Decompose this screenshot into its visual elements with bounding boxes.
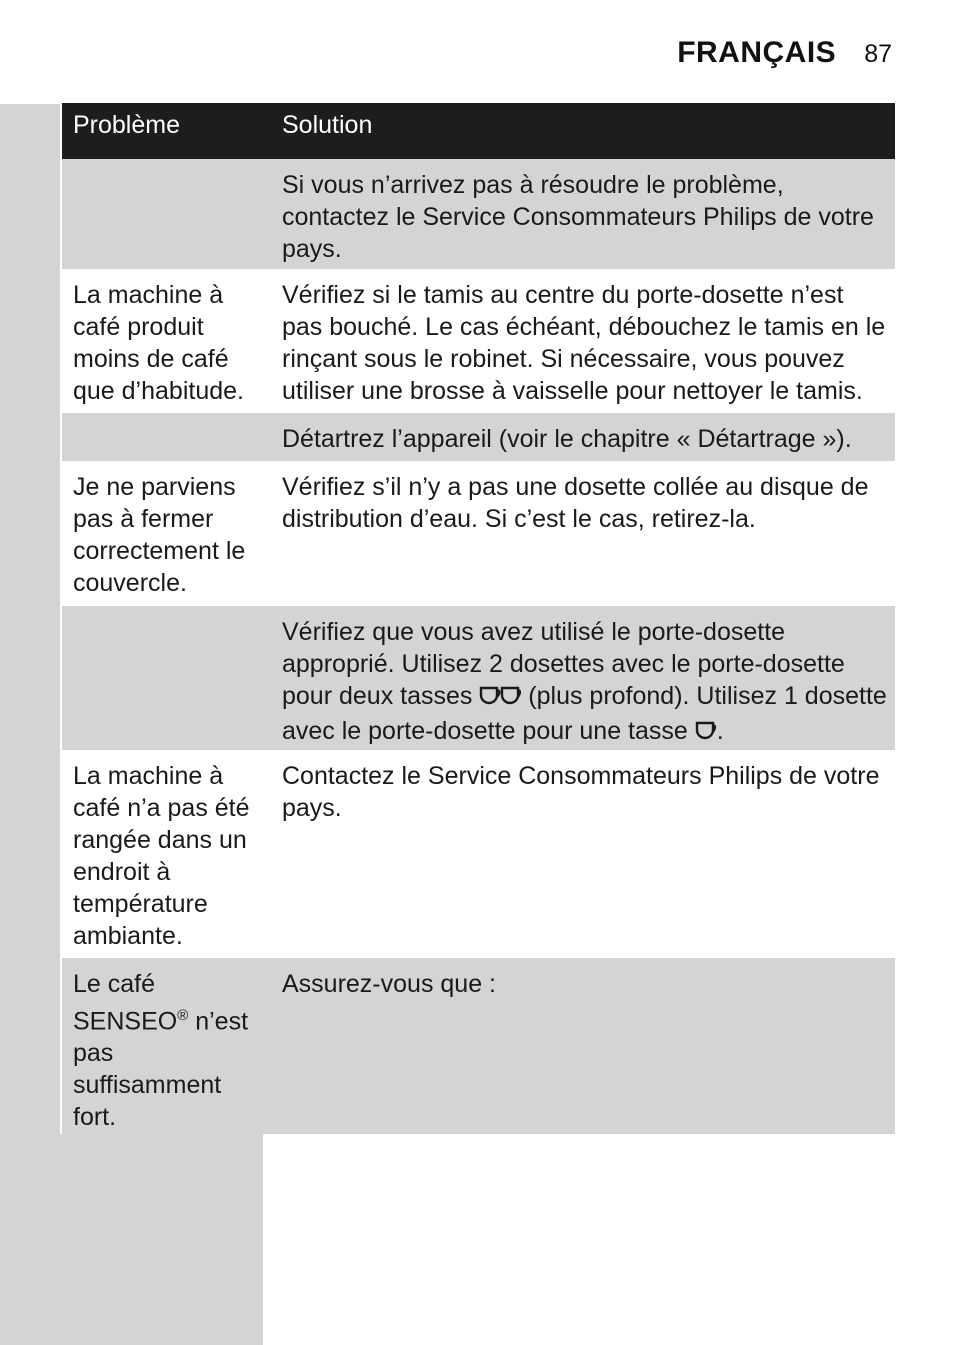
table-row [62,413,895,461]
solution-text: Vérifiez que vous avez utilisé le porte-dosette approprié. Utilisez 2 dosettes avec le porte-dosette pour deux tasses [282,618,845,710]
solution-text: . [716,717,724,745]
language-title: FRANÇAIS [677,36,837,69]
solution-cell: Assurez-vous que : [282,970,496,998]
problem-cell: La machine à café produit moins de café que d’habitude. [73,281,244,405]
two-cups-icon [479,683,521,715]
page-header [677,36,892,70]
troubleshooting-table [62,103,895,1134]
solution-text: (plus profond). Utilisez 1 dosette avec le porte-dosette pour une tasse [282,682,887,745]
table-row [62,269,895,413]
problem-cell [62,606,271,750]
table-row [62,606,895,750]
table-row [62,159,895,269]
table-row [62,958,895,1134]
problem-cell: Je ne parviens pas à fermer correctement le couvercle. [73,473,246,597]
solution-cell: Détartrez l’appareil (voir le chapitre « Détartrage »). [282,425,852,453]
solution-cell: Contactez le Service Consommateurs Philips de votre pays. [282,762,880,822]
page-margin-block [60,1134,263,1345]
page-number: 87 [864,40,892,68]
solution-cell: Vérifiez si le tamis au centre du porte-dosette n’est pas bouché. Le cas échéant, débouchez le tamis en le rinçant sous le robinet. Si nécessaire, vous pouvez utiliser une brosse à vaisselle pour nettoyer le tamis. [282,281,886,405]
one-cup-icon [695,718,717,750]
column-header-problem: Problème [73,111,180,139]
solution-cell [271,606,895,750]
problem-cell [62,958,271,1134]
problem-text: n’est pas suffisamment fort. [73,1007,249,1132]
problem-cell [62,413,271,461]
table-row [62,461,895,606]
problem-cell: La machine à café n’a pas été rangée dans un endroit à température ambiante. [73,762,250,950]
page-margin-strip [0,104,60,1345]
column-header-solution: Solution [282,111,373,139]
solution-cell: Si vous n’arrivez pas à résoudre le problème, contactez le Service Consommateurs Philips de votre pays. [282,171,874,263]
problem-cell [62,159,271,269]
table-header-row [62,103,895,159]
solution-cell: Vérifiez s’il n’y a pas une dosette collée au disque de distribution d’eau. Si c’est le cas, retirez-la. [282,473,869,533]
problem-text: Le café SENSEO [73,970,178,1036]
table-row [62,750,895,958]
registered-mark: ® [177,1007,189,1024]
